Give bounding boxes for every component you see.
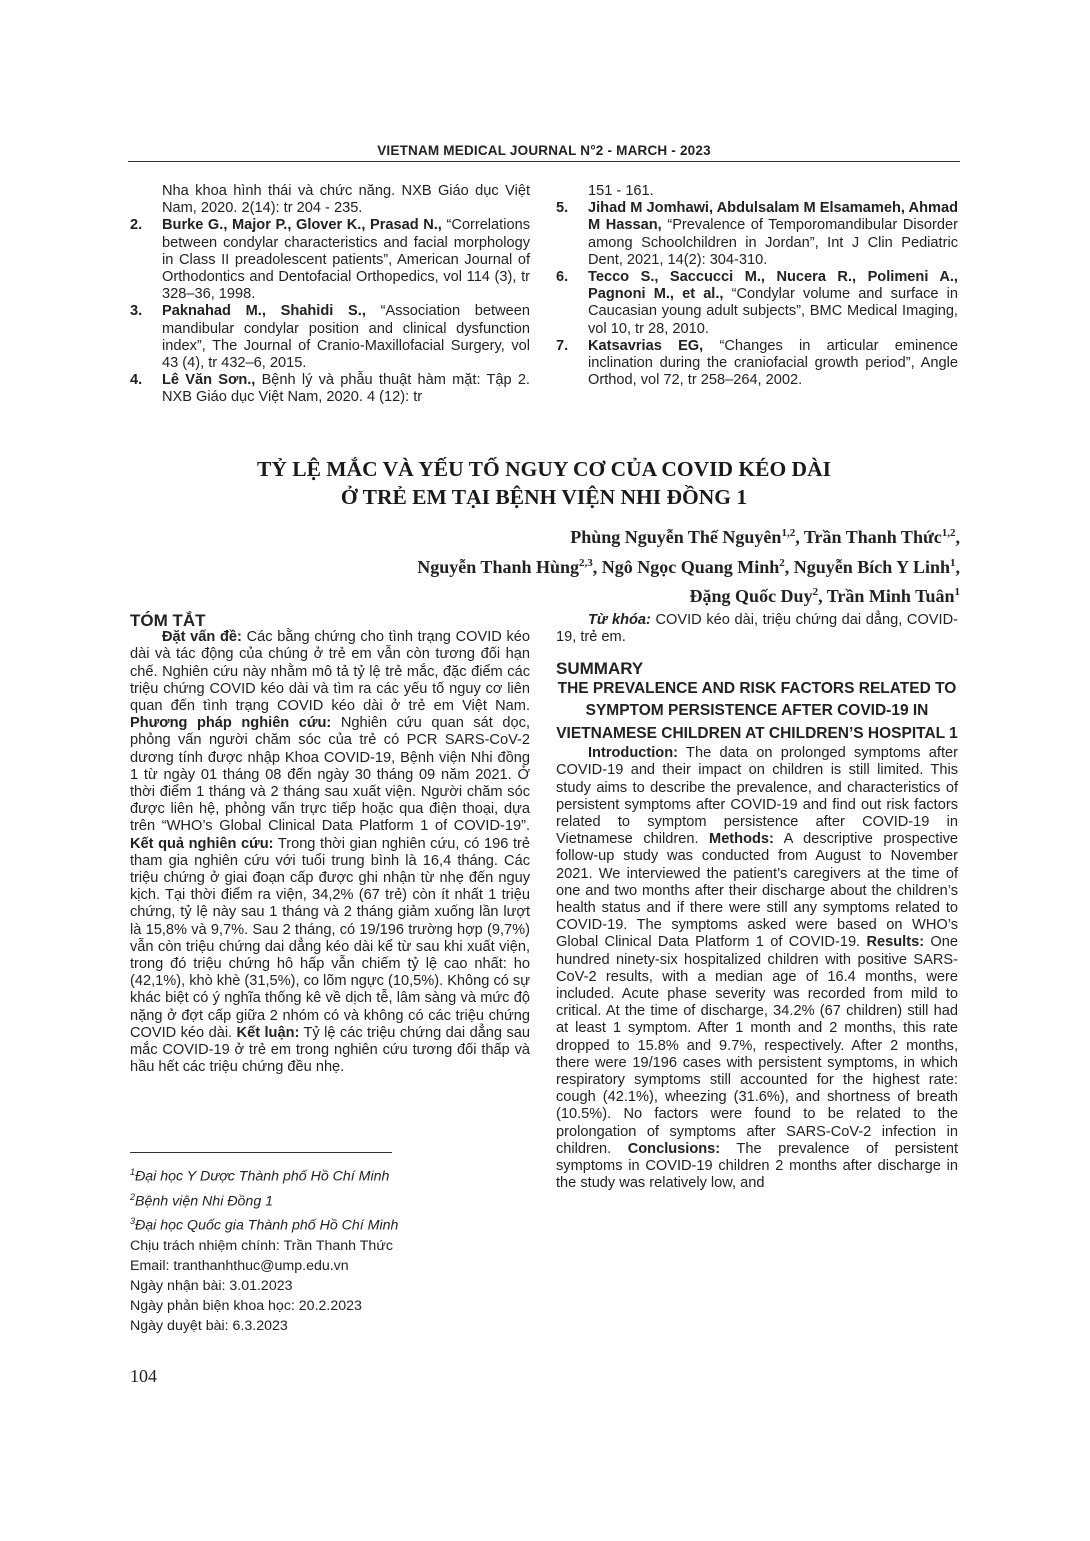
- author-name: Nguyễn Thanh Hùng: [417, 556, 579, 577]
- author-separator: ,: [592, 556, 602, 577]
- reference-number: 2.: [130, 217, 143, 234]
- author-list: [417, 521, 960, 610]
- author-separator: ,: [818, 586, 827, 606]
- keywords: [556, 612, 958, 646]
- paragraph-text: A descriptive prospective follow-up study was conducted from August to November 2021. We interviewed the patient’s caregivers at the time of one and two months after their discharge about the children’s health status and if there were still any symptoms related to COVID-19. The symptoms asked were based on WHO’s Global Clinical Data Platform 1 of COVID-19.: [556, 831, 958, 951]
- references-right-column: [556, 183, 958, 389]
- footnote-affiliation: $^1$Đại học Y Dược Thành phố Hồ Chí Minh: [130, 1167, 390, 1185]
- reference-text: “Correlations between condylar characteristics and facial morphology in Class II preadolescent patients”, American Journal of Orthodontics and Dentofacial Orthopedics, vol 114 (3), tr 328–36, 1998.: [162, 217, 530, 303]
- abstract-paragraph: [130, 629, 530, 1076]
- footnote-affiliation: $^3$Đại học Quốc gia Thành phố Hồ Chí Minh: [130, 1216, 399, 1235]
- author-name: Trần Thanh Thức: [803, 527, 942, 547]
- footnote-text: Đại học Quốc gia Thành phố Hồ Chí Minh: [135, 1218, 399, 1235]
- reference-authors: Lê Văn Sơn.,: [162, 372, 256, 389]
- article-title-line: Ở TRẺ EM TẠI BỆNH VIỆN NHI ĐỒNG 1: [340, 485, 748, 509]
- journal-header: VIETNAM MEDICAL JOURNAL N°2 - MARCH - 2023: [377, 143, 711, 158]
- paragraph-label: Đặt vấn đề:: [162, 629, 242, 646]
- reference-text: Nha khoa hình thái và chức năng. NXB Giáo dục Việt Nam, 2020. 2(14): tr 204 - 235.: [162, 183, 530, 217]
- references-left-column: [130, 183, 530, 407]
- paragraph-text: Trong thời gian nghiên cứu, có 196 trẻ tham gia nghiên cứu với tuổi trung bình là 16,4 tháng. Các triệu chứng ở giai đoạn cấp được ghi nhận từ nhẹ đến nguy kịch. Tại thời điểm ra viện, 34,2% (67 trẻ) còn ít nhất 1 triệu chứng, tỷ lệ này sau 1 tháng và 2 tháng giảm xuống lần lượt là 15,8% và 9,7%. Sau 2 tháng, có 19/196 trường hợp (9,7%) vẫn còn triệu chứng dai dẳng kéo dài kể từ sau khi xuất viện, trong đó triệu chứng hô hấp vẫn chiếm tỷ lệ cao nhất: ho (42,1%), khò khè (31,5%), co lõm ngực (10,5%). Không có sự khác biệt có ý nghĩa thống kê về dịch tễ, lâm sàng và mức độ nặng ở đợt cấp giữa 2 nhóm có và không có các triệu chứng COVID kéo dài.: [130, 835, 530, 1041]
- reference-number: 6.: [556, 269, 569, 286]
- reference-item: [556, 338, 958, 390]
- reference-item: [130, 183, 530, 217]
- footnote-affiliation: $^2$Bệnh viện Nhi Đồng 1: [130, 1191, 274, 1210]
- author-line: [417, 521, 960, 551]
- paragraph-label: Methods:: [709, 831, 774, 848]
- reference-number: 5.: [556, 200, 569, 217]
- footnote-approved: Ngày duyệt bài: 6.3.2023: [130, 1318, 288, 1335]
- footnotes: [130, 1162, 530, 1336]
- abstract-english: [556, 612, 958, 1192]
- paragraph-text: Các bằng chứng cho tình trạng COVID kéo dài và tác động của chúng ở trẻ em vẫn còn tương đối hạn chế. Nghiên cứu này nhằm mô tả tỷ lệ trẻ mắc, đặc điểm các triệu chứng COVID kéo dài và tìm ra các yếu tố nguy cơ liên quan đến tình trạng COVID kéo dài ở trẻ em Việt Nam.: [130, 629, 530, 715]
- paragraph-text: One hundred ninety-six hospitalized children with positive SARS-CoV-2 results, with a median age of 16.4 months, were included. Acute phase severity was recorded from mild to critical. At the time of discharge, 34.2% (67 children) still had at least 1 symptom. After 1 month and 2 months, this rate dropped to 15.8% and 9.7%, respectively. After 2 months, there were 19/196 cases with persistent symptoms, in which respiratory symptoms still accounted for the highest rate: cough (42.1%), wheezing (31.6%), and shortness of breath (10.5%). No factors were found to be related to the prolongation of symptoms after SARS-CoV-2 infection in children.: [556, 934, 959, 1157]
- abstract-vietnamese: [130, 612, 530, 1076]
- author-affiliation: 1,2: [781, 527, 796, 539]
- reference-text: “Condylar volume and surface in Caucasian young adult subjects”, BMC Medical Imaging, vol 10, tr 28, 2010.: [588, 286, 959, 337]
- author-separator: ,: [955, 527, 960, 547]
- section-heading: SUMMARY: [556, 659, 644, 679]
- article-title: [128, 455, 960, 511]
- paragraph-text: Tỷ lệ các triệu chứng dai dẳng sau mắc COVID-19 ở trẻ em trong nghiên cứu tương đối thấp và hầu hết các triệu chứng đều nhẹ.: [130, 1024, 530, 1076]
- author-name: Phùng Nguyễn Thế Nguyên: [570, 527, 782, 547]
- author-affiliation: 1,2: [941, 527, 956, 539]
- footnote-responsible: Chịu trách nhiệm chính: Trần Thanh Thức: [130, 1238, 393, 1255]
- author-line: [417, 580, 960, 610]
- footnote-text: Đại học Y Dược Thành phố Hồ Chí Minh: [135, 1168, 390, 1185]
- reference-text: Bệnh lý và phẫu thuật hàm mặt: Tập 2. NXB Giáo dục Việt Nam, 2020. 4 (12): tr: [162, 372, 530, 406]
- author-line: [417, 551, 960, 581]
- footnote-email: Email: tranthanhthuc@ump.edu.vn: [130, 1258, 349, 1275]
- author-name: Đặng Quốc Duy: [689, 586, 813, 606]
- footnote-text: Bệnh viện Nhi Đồng 1: [135, 1193, 274, 1210]
- reference-authors: Paknahad M., Shahidi S.,: [162, 303, 366, 320]
- paragraph-text: The prevalence of persistent symptoms in COVID-19 children 2 months after discharge in the study was relatively low, and: [556, 1140, 958, 1192]
- author-name: Nguyễn Bích Y Linh: [793, 556, 950, 577]
- author-affiliation: 1: [950, 556, 956, 569]
- paragraph-label: Results:: [866, 934, 925, 951]
- author-affiliation: 2: [779, 556, 785, 569]
- footnote-rule: [130, 1152, 392, 1153]
- reference-item: [556, 200, 958, 269]
- author-affiliation: 1: [954, 586, 960, 598]
- paragraph-label: Kết quả nghiên cứu:: [130, 835, 274, 852]
- reference-item: [556, 183, 958, 200]
- reference-number: 3.: [130, 303, 143, 320]
- paragraph-text: Nghiên cứu quan sát dọc, phỏng vấn người chăm sóc của trẻ có PCR SARS-CoV-2 dương tính được nhập Khoa COVID-19, Bệnh viện Nhi đồng 1 từ ngày 01 tháng 08 đến ngày 30 tháng 09 năm 2021. Ở thời điểm 1 tháng và 2 tháng sau xuất viện. Người chăm sóc được liên hệ, phỏng vấn trực tiếp hoặc qua điện thoại, dựa trên “WHO’s Global Clinical Data Platform 1 of COVID-19”.: [130, 715, 530, 835]
- reference-authors: Katsavrias EG,: [588, 337, 704, 354]
- article-title-line: TỶ LỆ MẮC VÀ YẾU TỐ NGUY CƠ CỦA COVID KÉO DÀI: [257, 457, 831, 481]
- paragraph-text: The data on prolonged symptoms after COVID-19 and their impact on children is still limited. This study aims to describe the prevalence, and characteristics of persistent symptoms after COVID-19 and find out risk factors related to symptom persistence after COVID-19 in Vietnamese children.: [556, 745, 959, 848]
- paragraph-label: Introduction:: [588, 745, 678, 762]
- author-separator: ,: [784, 556, 794, 577]
- header-rule: [128, 161, 960, 162]
- reference-authors: Jihad M Jomhawi, Abdulsalam M Elsamameh, Ahmad M Hassan,: [588, 200, 958, 234]
- author-name: Trần Minh Tuân: [826, 586, 955, 606]
- reference-text: “Prevalence of Temporomandibular Disorder among Schoolchildren in Jordan”, Int J Clin Pediatric Dent, 2021, 14(2): 304-310.: [588, 217, 958, 268]
- author-separator: ,: [795, 527, 804, 547]
- reference-item: [556, 269, 958, 338]
- paragraph-label: Kết luận:: [236, 1024, 300, 1041]
- summary-title: THE PREVALENCE AND RISK FACTORS RELATED TO SYMPTOM PERSISTENCE AFTER COVID-19 IN VIETNAMESE CHILDREN AT CHILDREN’S HOSPITAL 1: [556, 679, 958, 742]
- section-heading: TÓM TẮT: [130, 611, 206, 630]
- author-name: Ngô Ngọc Quang Minh: [601, 556, 780, 577]
- page-number: 104: [130, 1366, 157, 1386]
- footnote-reviewed: Ngày phản biện khoa học: 20.2.2023: [130, 1298, 362, 1315]
- reference-item: [130, 217, 530, 303]
- author-affiliation: 2: [812, 586, 819, 598]
- author-affiliation: 2,3: [579, 556, 593, 569]
- reference-number: 7.: [556, 337, 569, 354]
- reference-text: “Association between mandibular condylar position and clinical dysfunction index”, The Journal of Cranio-Maxillofacial Surgery, vol 43 (4), tr 432–6, 2015.: [162, 303, 530, 372]
- reference-number: 4.: [130, 372, 143, 389]
- reference-text: 151 - 161.: [588, 183, 654, 199]
- reference-item: [130, 372, 530, 406]
- reference-text: “Changes in articular eminence inclination during the craniofacial growth period”, Angle Orthod, vol 72, tr 258–264, 2002.: [588, 337, 959, 389]
- keywords-label: Từ khóa:: [588, 612, 651, 628]
- keywords-text: COVID kéo dài, triệu chứng dai dẳng, COVID-19, trẻ em.: [556, 612, 958, 646]
- reference-authors: Burke G., Major P., Glover K., Prasad N.,: [162, 217, 442, 234]
- summary-paragraph: [556, 745, 958, 1192]
- paragraph-label: Phương pháp nghiên cứu:: [130, 715, 332, 732]
- reference-item: [130, 303, 530, 372]
- footnote-received: Ngày nhận bài: 3.01.2023: [130, 1278, 293, 1295]
- author-separator: ,: [955, 556, 960, 577]
- paragraph-label: Conclusions:: [627, 1140, 721, 1157]
- reference-authors: Tecco S., Saccucci M., Nucera R., Polimeni A., Pagnoni M., et al.,: [588, 269, 958, 303]
